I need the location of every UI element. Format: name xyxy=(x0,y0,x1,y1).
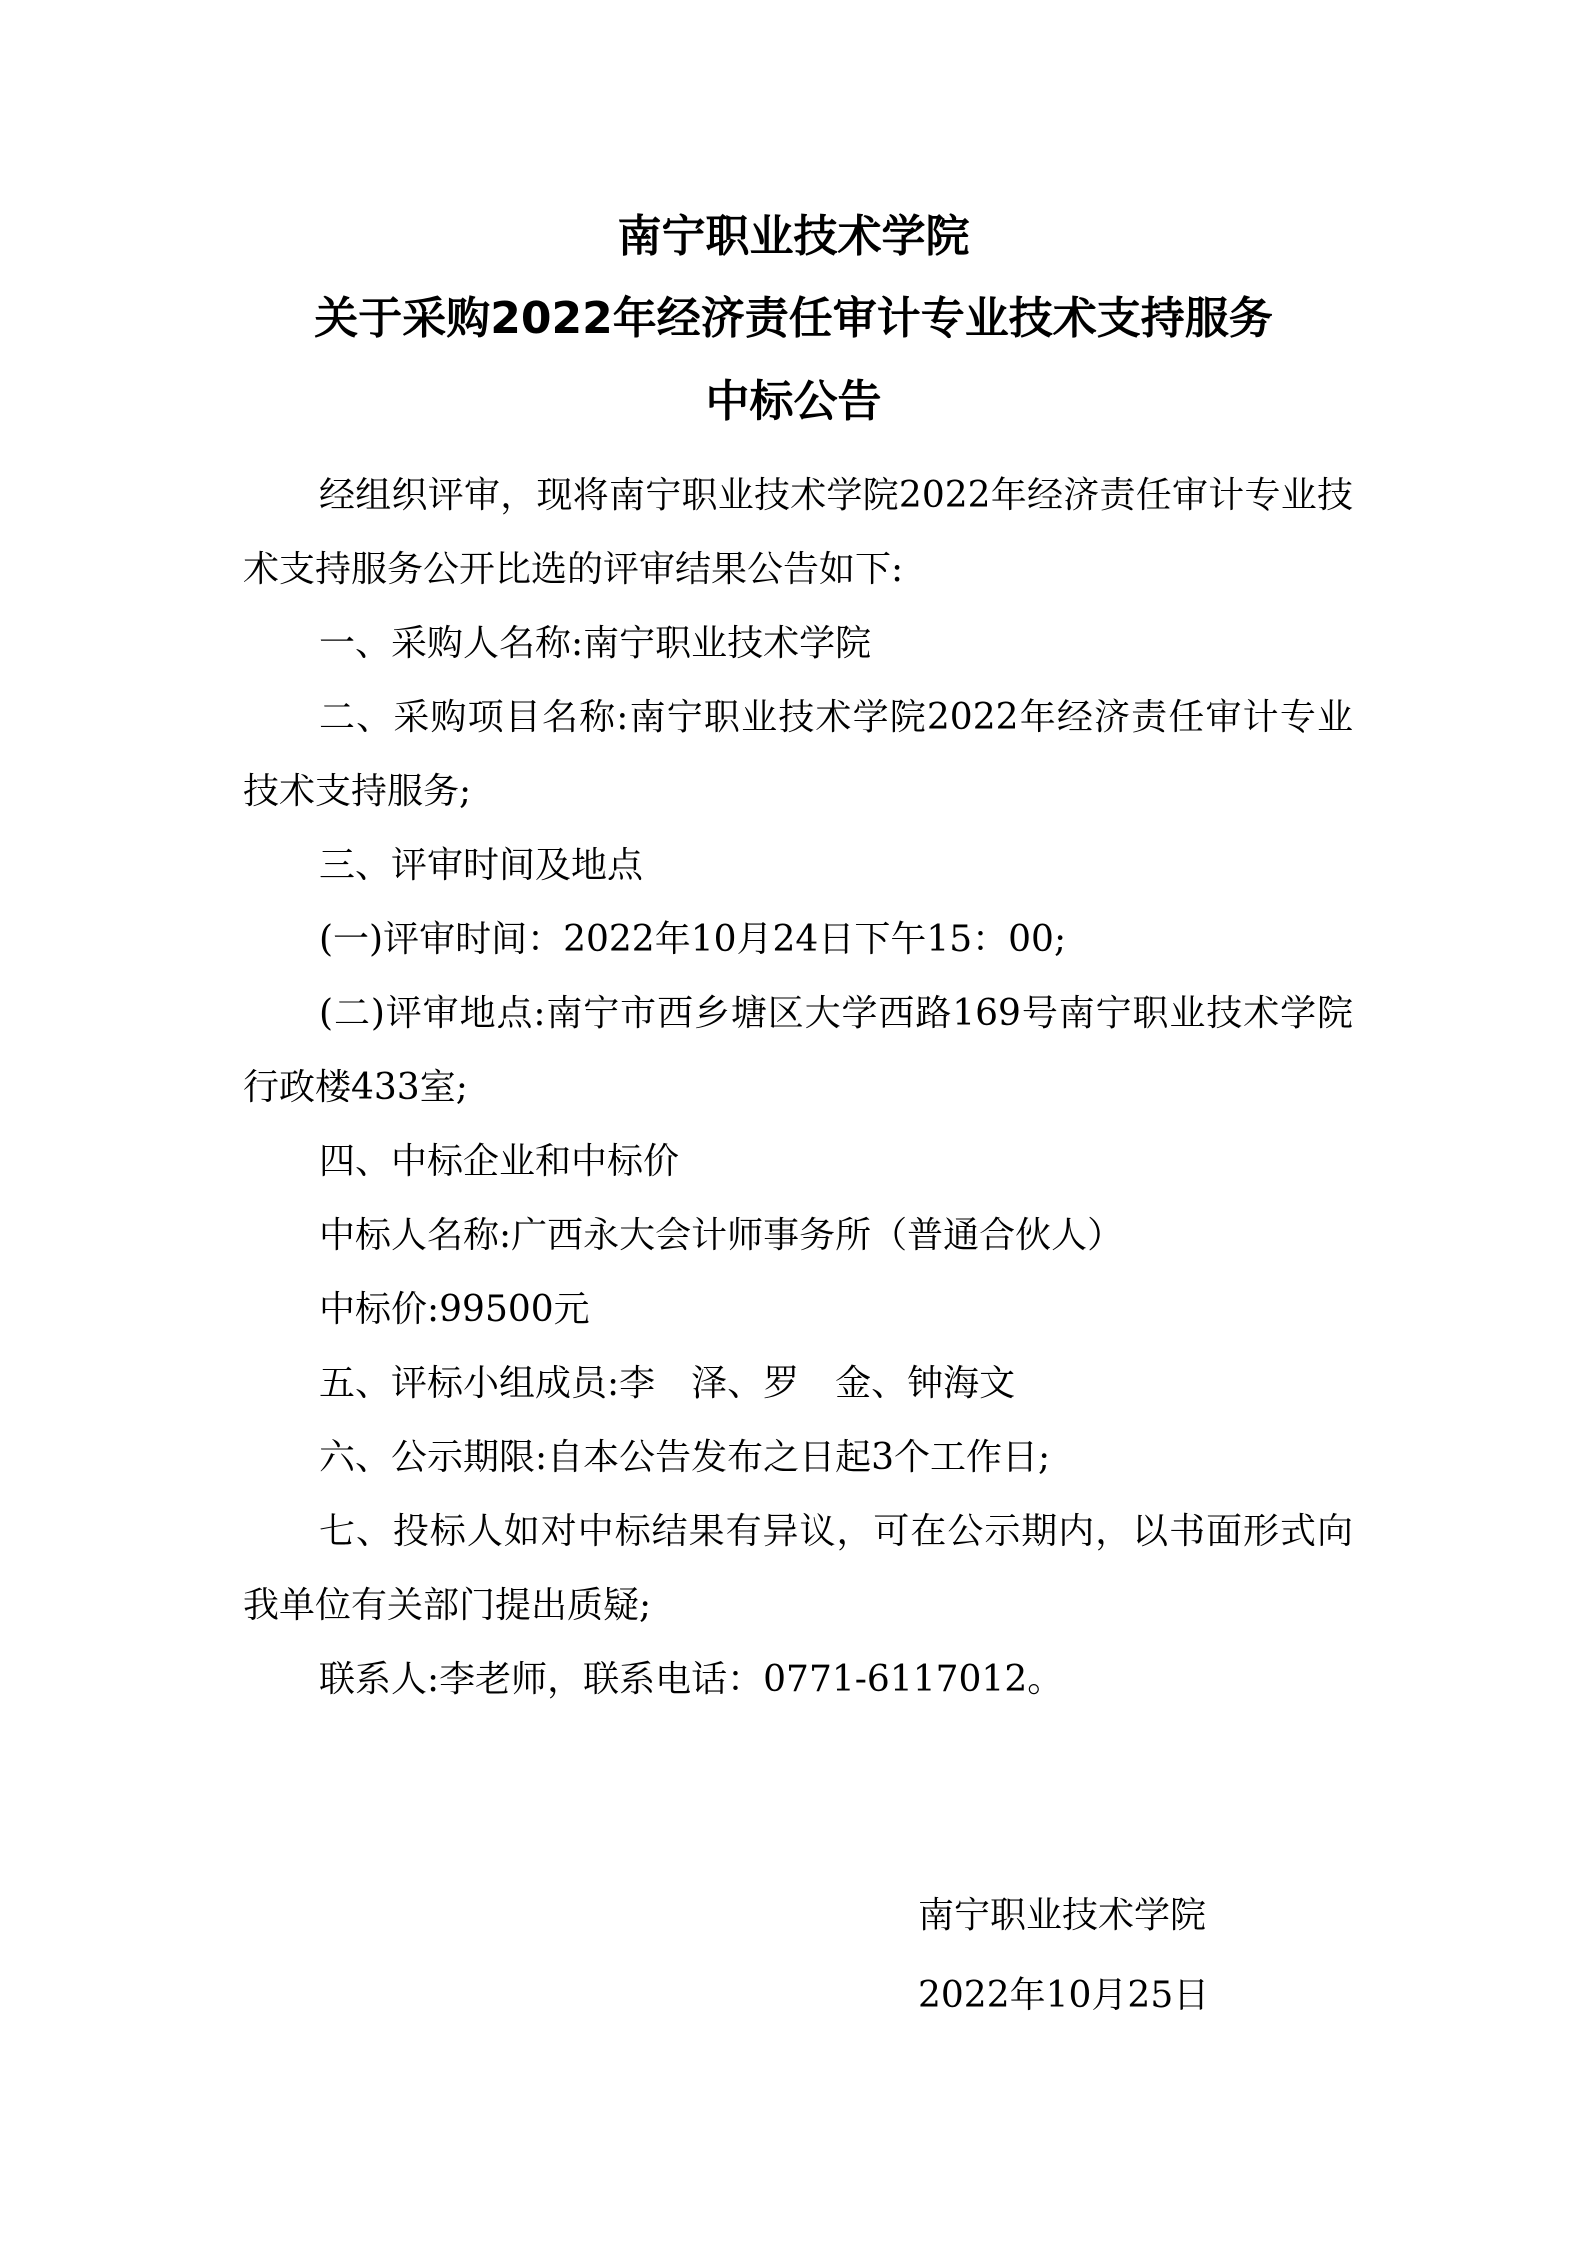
paragraph-objection: 七、投标人如对中标结果有异议，可在公示期内，以书面形式向我单位有关部门提出质疑; xyxy=(243,1511,1353,1626)
paragraph-review-heading: 三、评审时间及地点 xyxy=(319,845,644,886)
signature-date: 2022年10月25日 xyxy=(918,1975,1210,2016)
paragraph-project-name: 二、采购项目名称:南宁职业技术学院2022年经济责任审计专业技术支持服务; xyxy=(243,697,1353,812)
paragraph-publicity-period: 六、公示期限:自本公告发布之日起3个工作日; xyxy=(319,1437,1051,1478)
paragraph-winning-price: 中标价:99500元 xyxy=(319,1289,590,1330)
paragraph-contact: 联系人:李老师，联系电话：0771-6117012。 xyxy=(319,1659,1064,1700)
paragraph-intro: 经组织评审，现将南宁职业技术学院2022年经济责任审计专业技术支持服务公开比选的评审结果公告如下: xyxy=(243,475,1353,590)
title-subject: 关于采购2022年经济责任审计专业技术支持服务 xyxy=(314,293,1273,344)
paragraph-winner-name: 中标人名称:广西永大会计师事务所（普通合伙人） xyxy=(319,1215,1124,1256)
title-institution: 南宁职业技术学院 xyxy=(617,211,970,262)
announcement-body xyxy=(243,459,1353,1717)
paragraph-winner-heading: 四、中标企业和中标价 xyxy=(319,1141,680,1182)
title-notice-type: 中标公告 xyxy=(705,376,882,427)
paragraph-purchaser: 一、采购人名称:南宁职业技术学院 xyxy=(319,623,872,664)
paragraph-review-time: (一)评审时间：2022年10月24日下午15：00; xyxy=(319,919,1067,960)
paragraph-review-location: (二)评审地点:南宁市西乡塘区大学西路169号南宁职业技术学院行政楼433室; xyxy=(243,993,1353,1108)
signature-organization: 南宁职业技术学院 xyxy=(918,1895,1207,1936)
paragraph-panel-members: 五、评标小组成员:李 泽、罗 金、钟海文 xyxy=(319,1363,1016,1404)
